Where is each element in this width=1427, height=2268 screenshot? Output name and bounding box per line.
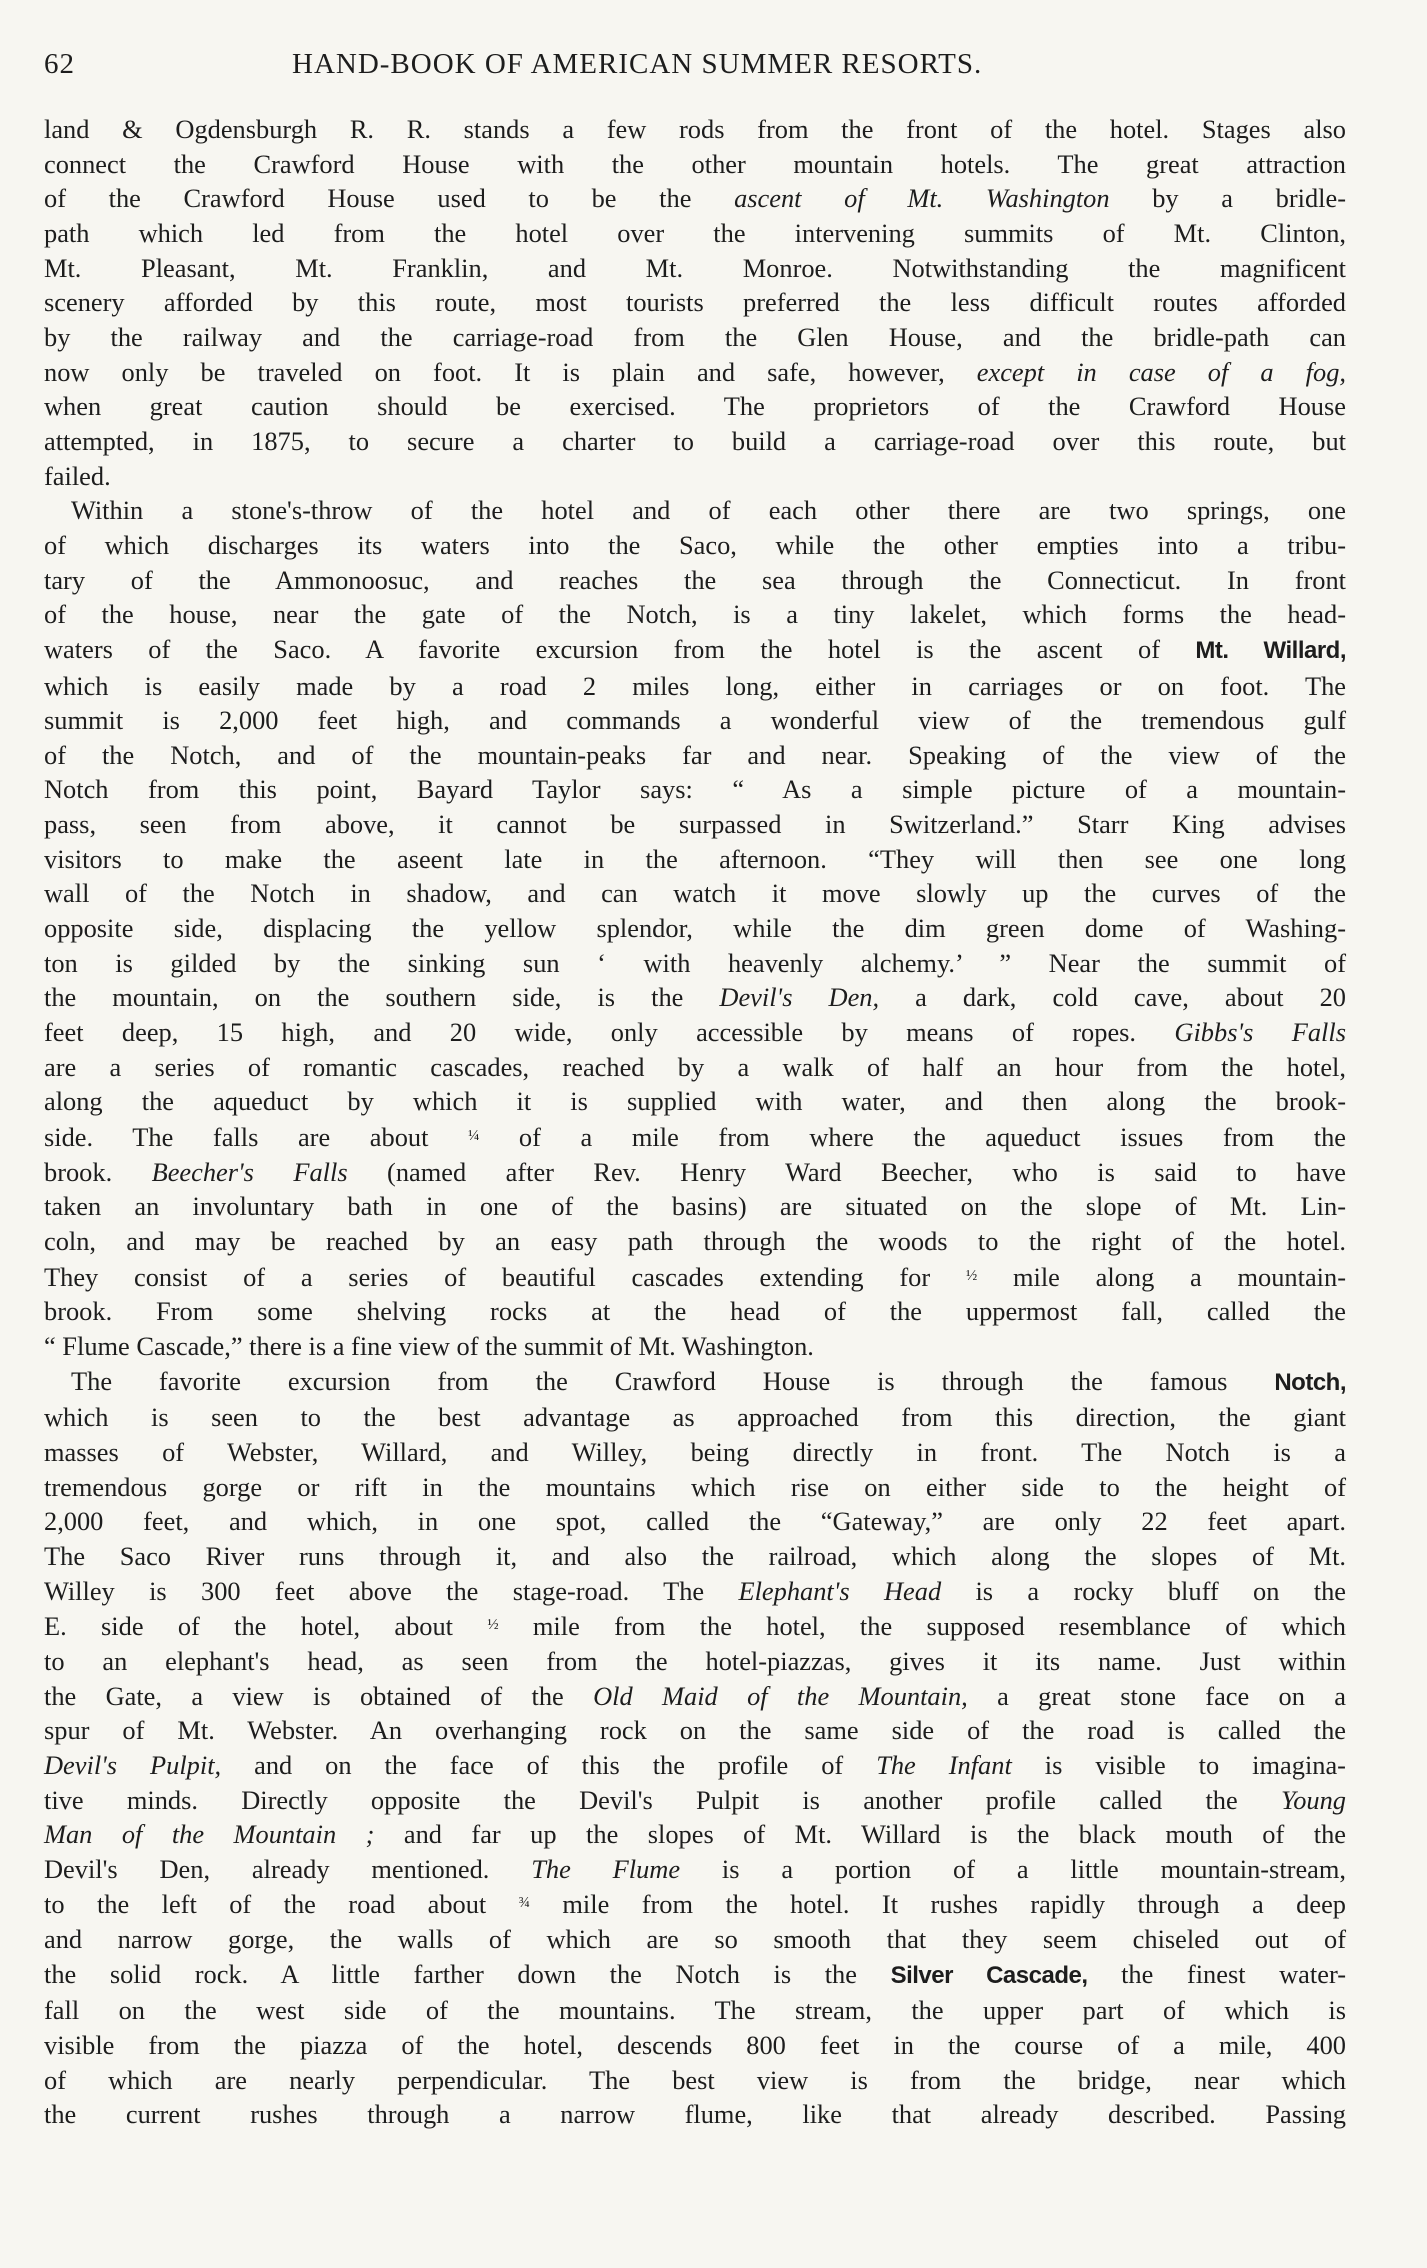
text-span: summit is 2,000 feet high, and commands a wonderful view of the tremendous gulf [44,705,1346,736]
italic-text: Devil's Pulpit, [44,1749,222,1780]
text-span: Devil's Den, already mentioned. [44,1853,532,1884]
text-line [44,320,1346,355]
text-span: failed. [44,460,111,491]
text-span: a great stone face on a [967,1680,1346,1711]
text-span: coln, and may be reached by an easy path through the woods to the right of the hotel. [44,1226,1346,1256]
text-line [44,355,1346,390]
italic-text: Elephant's Head [738,1575,942,1606]
text-line [44,1364,1346,1401]
text-span: and on the face of this the profile of [221,1749,877,1780]
text-span: along the aqueduct by which it is supplied with water, and then along the brook- [44,1086,1346,1117]
text-span: of the house, near the gate of the Notch, is a tiny lakelet, which forms the head- [44,599,1346,630]
text-line [44,2097,1346,2132]
text-span: of the Notch, and of the mountain-peaks far and near. Speaking of the view of the [44,739,1346,770]
text-line [44,563,1346,598]
text-span: to an elephant's head, as seen from the hotel-piazzas, gives it its name. Just within [44,1645,1346,1676]
text-line [44,1922,1346,1957]
fraction: ½ [487,1617,499,1634]
italic-text: Man of the Mountain ; [44,1819,375,1850]
text-line [44,1435,1346,1470]
italic-text: Young [1280,1784,1346,1815]
text-line [44,1504,1346,1539]
bold-place-name: Silver Cascade, [890,1961,1088,1989]
text-line [44,1084,1346,1119]
text-line [44,528,1346,563]
text-line [44,1050,1346,1085]
text-line [44,1294,1346,1329]
text-span: waters of the Saco. A favorite excursion from the hotel is the ascent of [44,633,1196,664]
text-line [44,389,1346,424]
text-line [44,2028,1346,2063]
text-line [44,181,1346,216]
text-span: Mt. Pleasant, Mt. Franklin, and Mt. Monroe. Notwithstanding the magnificent [44,252,1346,283]
text-line [44,1224,1346,1259]
text-span: and narrow gorge, the walls of which are so smooth that they seem chiseled out of [44,1924,1346,1955]
text-span: of a mile from where the aqueduct issues from the [479,1122,1346,1153]
text-line [44,807,1346,842]
italic-text: Beecher's Falls [151,1156,348,1187]
text-line [44,876,1346,911]
text-span: Within a stone's-throw of the hotel and of each other there are two springs, one [71,495,1346,526]
text-line [44,1119,1346,1155]
text-line [44,1539,1346,1574]
running-header [44,48,1354,88]
text-line [44,1957,1346,1994]
text-span: mile along a mountain- [977,1261,1346,1292]
text-line [44,1713,1346,1748]
text-line [44,946,1346,981]
text-line [44,669,1346,704]
text-line [44,1259,1346,1295]
text-span: is visible to imagina- [1011,1749,1346,1780]
text-span: feet deep, 15 high, and 20 wide, only accessible by means of ropes. [44,1017,1175,1048]
text-span: which is easily made by a road 2 miles long, either in carriages or on foot. The [44,670,1346,701]
text-span: taken an involuntary bath in one of the basins) are situated on the slope of Mt. Lin- [44,1191,1346,1222]
text-line [44,1470,1346,1505]
text-line [44,493,1346,528]
text-line [44,1886,1346,1922]
text-span: They consist of a series of beautiful cascades extending for [44,1261,966,1292]
text-span: ton is gilded by the sinking sun ‘ with heavenly alchemy.’ ” Near the summit of [44,947,1346,978]
text-span: the Gate, a view is obtained of the [44,1680,594,1711]
text-span: now only be traveled on foot. It is plain and safe, however, [44,356,977,387]
running-title: HAND-BOOK OF AMERICAN SUMMER RESORTS. [292,48,983,80]
text-span: fall on the west side of the mountains. The stream, the upper part of which is [44,1995,1346,2026]
bold-place-name: Mt. Willard, [1195,636,1347,664]
italic-text: Gibbs's Falls [1174,1017,1346,1048]
text-span: spur of Mt. Webster. An overhanging rock on the same side of the road is called the [44,1715,1346,1746]
text-line [44,1644,1346,1679]
text-span: which is seen to the best advantage as approached from this direction, the giant [44,1402,1346,1433]
text-span: by a bridle- [1109,183,1346,214]
text-line [44,1679,1346,1714]
text-line [44,1608,1346,1644]
text-line [44,285,1346,320]
italic-text: ascent of Mt. Washington [734,183,1110,214]
text-span: when great caution should be exercised. The proprietors of the Crawford House [44,391,1346,422]
text-span: connect the Crawford House with the other mountain hotels. The great attraction [44,148,1346,179]
text-span: (named after Rev. Henry Ward Beecher, who is said to have [347,1156,1346,1187]
text-span: of the Crawford House used to be the [44,183,735,214]
text-line [44,112,1346,147]
text-span: mile from the hotel, the supposed resemblance of which [498,1611,1346,1642]
text-span: tive minds. Directly opposite the Devil's Pulpit is another profile called the [44,1784,1281,1815]
text-span: attempted, in 1875, to secure a charter to build a carriage-road over this route, but [44,425,1346,456]
text-line [44,911,1346,946]
text-line [44,147,1346,182]
text-span: are a series of romantic cascades, reached by a walk of half an hour from the hotel, [44,1051,1346,1082]
text-line [44,1817,1346,1852]
text-span: is a rocky bluff on the [941,1575,1346,1606]
fraction: ½ [965,1267,978,1284]
body-text [44,112,1346,2132]
text-span: the mountain, on the southern side, is the [44,982,720,1013]
text-line [44,251,1346,286]
text-line [44,1748,1346,1783]
text-line [44,1329,1346,1364]
text-span: The Saco River runs through it, and also the railroad, which along the slopes of Mt. [44,1540,1346,1571]
text-span: wall of the Notch in shadow, and can watch it move slowly up the curves of the [44,878,1346,909]
text-line [44,738,1346,773]
text-span: and far up the slopes of Mt. Willard is the black mouth of the [374,1819,1346,1850]
italic-text: Old Maid of the Mountain, [593,1680,968,1711]
italic-text: The Flume [531,1853,681,1884]
fraction: ¾ [518,1895,530,1912]
text-line [44,1993,1346,2028]
text-line [44,1015,1346,1050]
text-span: pass, seen from above, it cannot be surpassed in Switzerland.” Starr King advises [44,809,1346,840]
italic-text: except in case of a fog, [976,356,1346,387]
italic-text: The Infant [876,1749,1012,1780]
text-span: of which discharges its waters into the Saco, while the other empties into a tribu- [44,529,1346,560]
text-line [44,459,1346,494]
text-span: tary of the Ammonoosuc, and reaches the sea through the Connecticut. In front [44,564,1346,595]
page-number: 62 [44,48,75,80]
text-line [44,703,1346,738]
text-span: of which are nearly perpendicular. The best view is from the bridge, near which [44,2064,1346,2095]
text-line [44,1155,1346,1190]
text-line [44,2063,1346,2098]
text-line [44,980,1346,1015]
text-span: mile from the hotel. It rushes rapidly through a deep [529,1889,1346,1920]
text-span: visible from the piazza of the hotel, descends 800 feet in the course of a mile, 400 [44,2030,1346,2061]
text-span: E. side of the hotel, about [44,1611,488,1642]
text-line [44,1189,1346,1224]
text-span: the finest water- [1087,1958,1346,1989]
text-span: land & Ogdensburgh R. R. stands a few rods from the front of the hotel. Stages also [44,114,1346,144]
text-span: scenery afforded by this route, most tourists preferred the less difficult routes afforded [44,287,1346,318]
text-span: the solid rock. A little farther down the Notch is the [44,1958,891,1989]
text-line [44,772,1346,807]
text-span: visitors to make the aseent late in the afternoon. “They will then see one long [44,843,1346,874]
text-span: to the left of the road about [44,1889,519,1920]
text-span: opposite side, displacing the yellow splendor, while the dim green dome of Washing- [44,913,1346,944]
fraction: ¼ [468,1128,480,1145]
text-span: tremendous gorge or rift in the mountains which rise on either side to the height of [44,1471,1346,1502]
text-line [44,216,1346,251]
text-span: a dark, cold cave, about 20 [879,982,1346,1013]
text-line [44,632,1346,669]
text-span: Notch from this point, Bayard Taylor says: “ As a simple picture of a mountain- [44,774,1346,805]
text-span: the current rushes through a narrow flume, like that already described. Passing [44,2099,1346,2130]
text-line [44,597,1346,632]
text-line [44,842,1346,877]
text-span: path which led from the hotel over the intervening summits of Mt. Clinton, [44,217,1346,248]
text-span: 2,000 feet, and which, in one spot, called the “Gateway,” are only 22 feet apart. [44,1506,1346,1537]
text-span: Willey is 300 feet above the stage-road. The [44,1575,739,1606]
text-span: masses of Webster, Willard, and Willey, being directly in front. The Notch is a [44,1436,1346,1467]
text-line [44,1852,1346,1887]
italic-text: Devil's Den, [719,982,880,1013]
text-span: brook. From some shelving rocks at the head of the uppermost fall, called the [44,1296,1346,1327]
text-span: side. The falls are about [44,1122,469,1153]
text-line [44,424,1346,459]
text-line [44,1400,1346,1435]
text-line [44,1574,1346,1609]
text-span: is a portion of a little mountain-stream, [680,1853,1347,1884]
text-span: “ Flume Cascade,” there is a fine view of the summit of Mt. Washington. [44,1330,814,1361]
text-line [44,1783,1346,1818]
bold-place-name: Notch, [1274,1368,1346,1396]
text-span: brook. [44,1156,152,1187]
text-span: The favorite excursion from the Crawford House is through the famous [71,1365,1275,1396]
text-span: by the railway and the carriage-road from the Glen House, and the bridle-path can [44,321,1346,352]
